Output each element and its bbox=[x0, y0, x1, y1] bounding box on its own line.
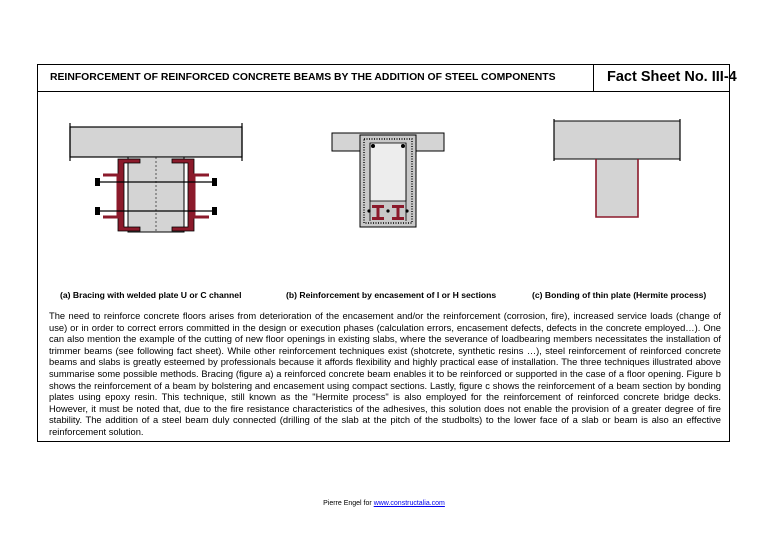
figure-b-caption: (b) Reinforcement by encasement of I or H sections bbox=[286, 290, 497, 300]
body-paragraph: The need to reinforce concrete floors arises from deterioration of the encasement and/or the reinforcement (corrosion, fire), increased service loads (change of use) or in order to correct errors committed in the design or execution phases (calculation errors, encasement defects, defects in the concrete employed…). One can also mention the example of the cutting of new floor openings in existing slabs, where the severance of loadbearing members necessitates the installation of trimmer beams (see following fact sheet). While other reinforcement techniques exist (shotcrete, synthetic resins …), steel reinforcement of reinforced concrete beams and slabs is greatly esteemed by professionals because it affords flexibility and highly practical ease of installation. The three techniques illustrated above summarise some possible methods. Bracing (figure a) a reinforced concrete beam enables it to be reinforced or supported in the case of a floor opening. Figure b shows the reinforcement of a beam by bolstering and encasement using compact sections. Lastly, figure c shows the reinforcement of a beam section by bonding plates using epoxy resin. This technique, still known as the "Hermite process" is also employed for the reinforcement of reinforced concrete bridge decks. However, it must be noted that, due to the fire resistance characteristics of the adhesives, this solution does not enable the provision of a greater degree of fire stability. The addition of a steel beam duly connected (drilling of the slab at the pitch of the studbolts) to the lower face of a slab or beam is also an effective reinforcement solution. bbox=[49, 311, 721, 437]
figure-a-bracing-channel bbox=[68, 117, 248, 247]
sheet-title: REINFORCEMENT OF REINFORCED CONCRETE BEAMS BY THE ADDITION OF STEEL COMPONENTS bbox=[50, 72, 556, 83]
figure-b-encasement bbox=[330, 131, 450, 231]
sheet-number: Fact Sheet No. III-4 bbox=[607, 69, 737, 85]
page-footer bbox=[0, 500, 768, 507]
figure-a-caption: (a) Bracing with welded plate U or C channel bbox=[60, 290, 242, 300]
fact-sheet bbox=[37, 64, 737, 442]
footer-author: Pierre Engel for bbox=[323, 500, 374, 507]
figure-c-caption: (c) Bonding of thin plate (Hermite process) bbox=[532, 290, 707, 300]
footer-link[interactable]: www.constructalia.com bbox=[373, 500, 445, 507]
sheet-header bbox=[38, 65, 737, 92]
figure-c-bonded-plate bbox=[552, 117, 682, 227]
header-divider bbox=[593, 65, 594, 91]
